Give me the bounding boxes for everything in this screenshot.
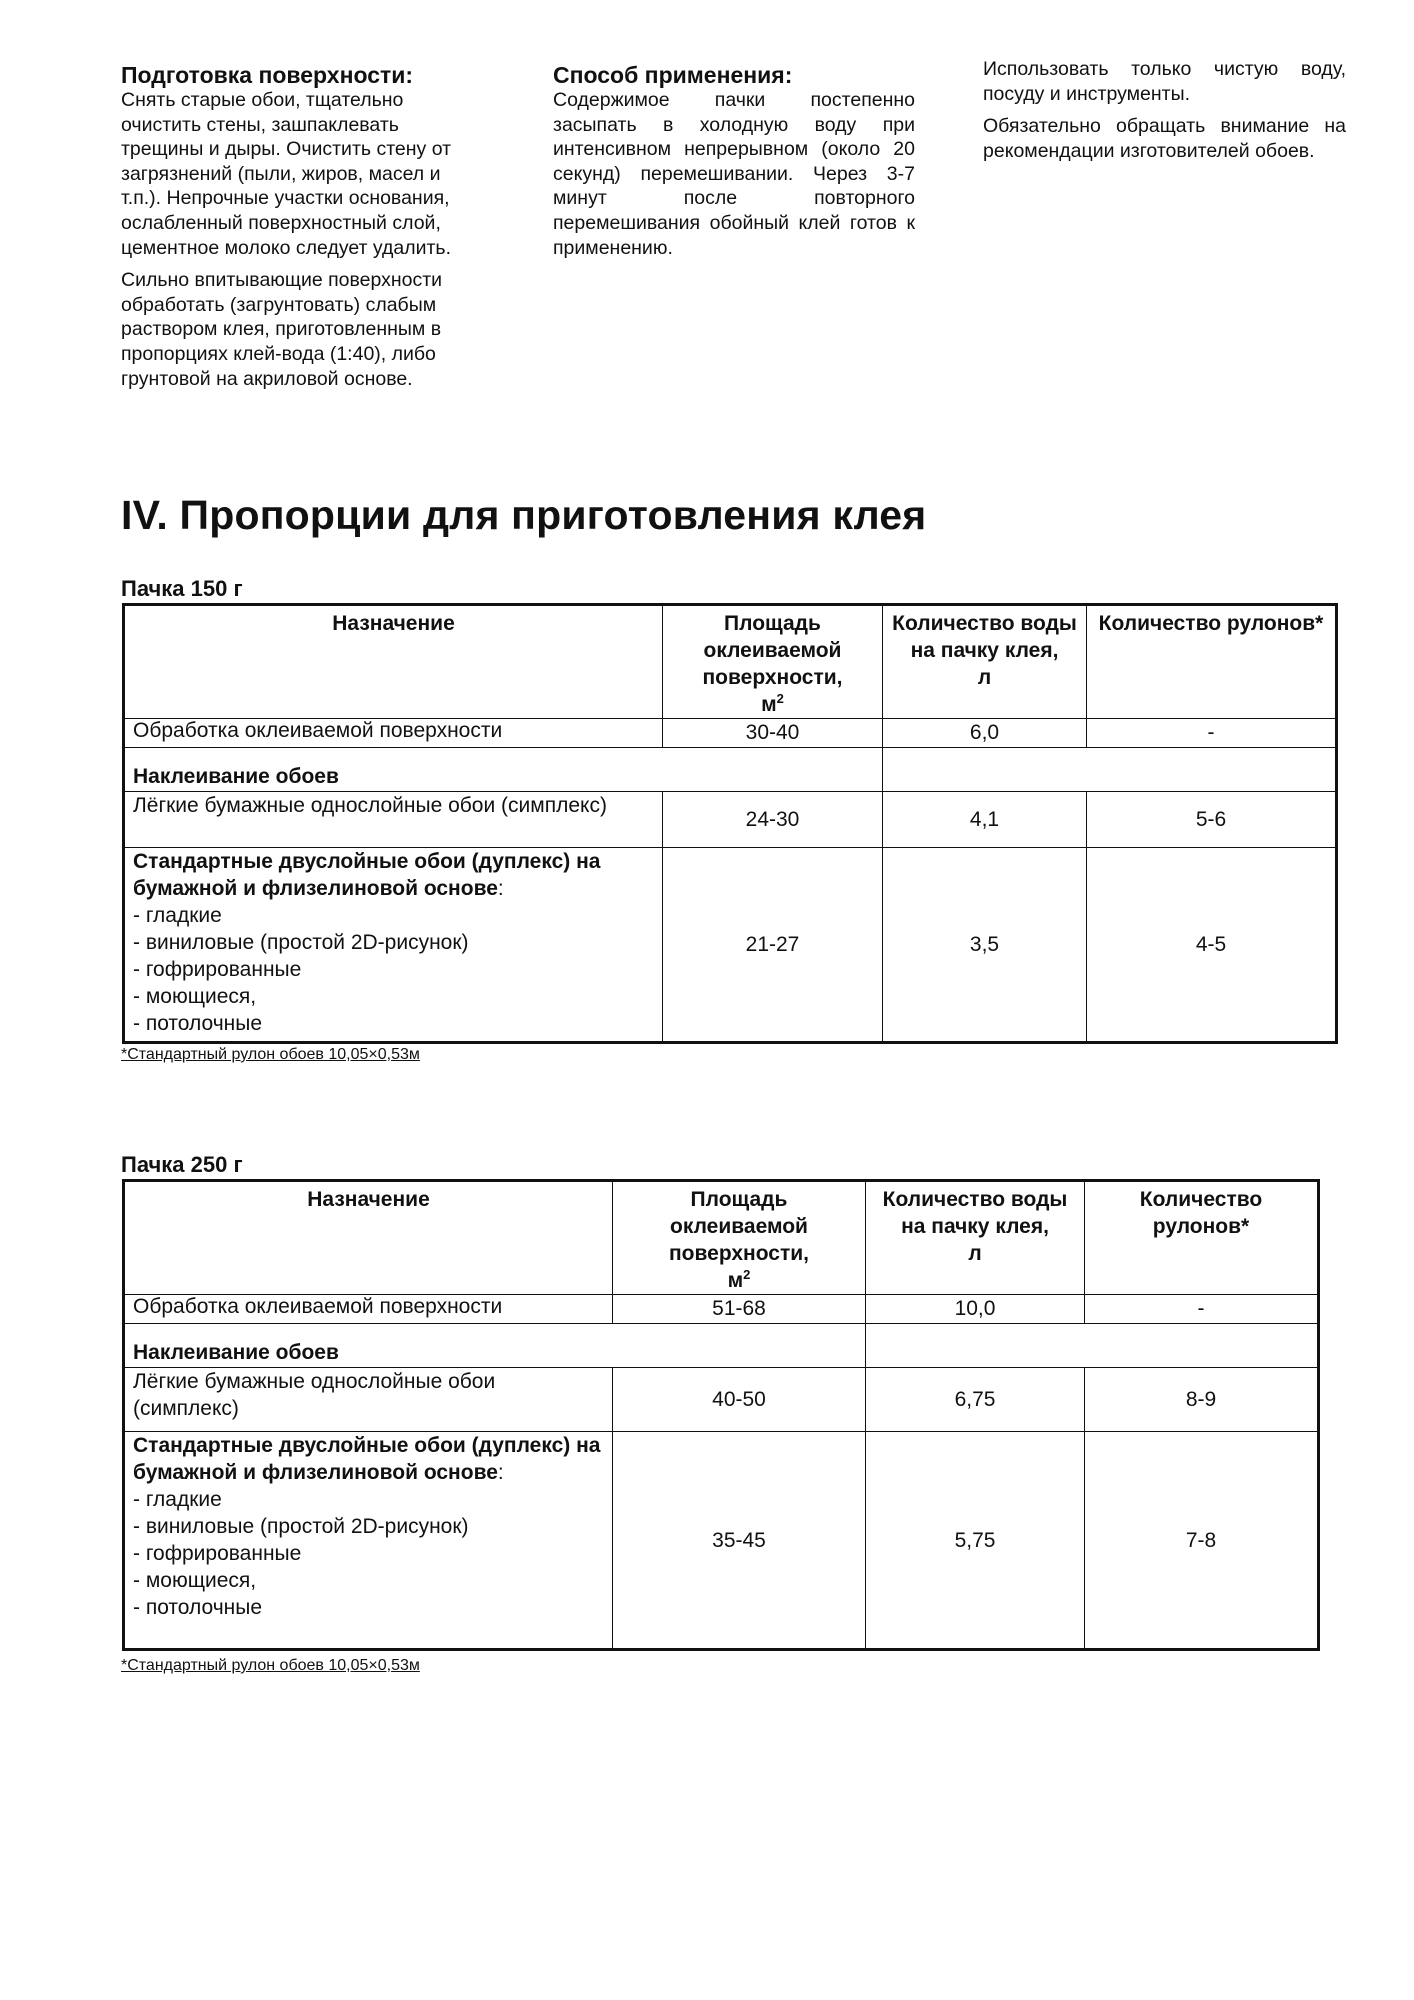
list-item: - виниловые (простой 2D-рисунок) bbox=[133, 931, 469, 954]
header-water-unit: л bbox=[968, 1242, 982, 1265]
list-item: - гладкие bbox=[133, 1488, 222, 1511]
application-method-text: Содержимое пачки постепенно засыпать в холодную воду при интенсивном непрерывном (около 20 секунд) перемешивании. Через 3-7 минут после повторного перемешивания обойный клей готов к применению. bbox=[553, 89, 915, 259]
list-item: - моющиеся, bbox=[133, 1569, 257, 1592]
header-water-unit: л bbox=[977, 666, 992, 689]
light-wallpaper-water: 6,75 bbox=[866, 1368, 1085, 1432]
standard-wallpaper-water: 3,5 bbox=[883, 848, 1087, 1043]
standard-wallpaper-area: 21-27 bbox=[663, 848, 883, 1043]
table-row bbox=[124, 792, 1337, 848]
standard-wallpaper-title: Стандартные двуслойные обои (дуплекс) на бумажной и флизелиновой основе bbox=[133, 1434, 601, 1484]
list-item: - моющиеся, bbox=[133, 985, 257, 1008]
table-group-row bbox=[124, 1324, 1319, 1368]
standard-wallpaper-purpose bbox=[124, 848, 663, 1043]
surface-preparation-heading: Подготовка поверхности: bbox=[121, 62, 414, 88]
treatment-purpose: Обработка оклеиваемой поверхности bbox=[124, 1295, 613, 1324]
usage-notes-section bbox=[983, 57, 1346, 163]
standard-wallpaper-colon: : bbox=[497, 1461, 504, 1484]
manufacturer-note: Обязательно обращать внимание на рекомендации изготовителей обоев. bbox=[983, 115, 1346, 162]
table-group-row bbox=[124, 748, 1337, 792]
table-header-row bbox=[124, 605, 1337, 719]
header-water bbox=[866, 1181, 1085, 1295]
standard-wallpaper-water: 5,75 bbox=[866, 1432, 1085, 1650]
group-empty-cell bbox=[883, 748, 1337, 792]
header-water-label: Количество воды на пачку клея, bbox=[892, 612, 1077, 662]
roll-size-footnote: *Стандартный рулон обоев 10,05×0,53м bbox=[121, 1046, 420, 1063]
light-wallpaper-rolls: 5-6 bbox=[1087, 792, 1337, 848]
wallpapering-group-label: Наклеивание обоев bbox=[124, 1324, 866, 1368]
table-row bbox=[124, 1432, 1319, 1650]
light-wallpaper-water: 4,1 bbox=[883, 792, 1087, 848]
light-wallpaper-purpose: Лёгкие бумажные однослойные обои (симплекс) bbox=[124, 792, 663, 848]
header-area-unit: м bbox=[727, 1269, 744, 1292]
clean-water-note: Использовать только чистую воду, посуду и инструменты. bbox=[983, 58, 1346, 105]
header-rolls: Количество рулонов* bbox=[1085, 1181, 1319, 1295]
header-water bbox=[883, 605, 1087, 719]
header-water-label: Количество воды на пачку клея, bbox=[882, 1188, 1068, 1238]
treatment-purpose: Обработка оклеиваемой поверхности bbox=[124, 719, 663, 748]
list-item: - гофрированные bbox=[133, 1542, 302, 1565]
header-rolls: Количество рулонов* bbox=[1087, 605, 1337, 719]
standard-wallpaper-colon: : bbox=[497, 877, 504, 900]
header-purpose: Назначение bbox=[124, 605, 663, 719]
standard-wallpaper-rolls: 7-8 bbox=[1085, 1432, 1319, 1650]
proportions-table-150 bbox=[122, 603, 1338, 1044]
header-area-exponent: 2 bbox=[776, 691, 784, 706]
header-area bbox=[613, 1181, 866, 1295]
application-method-section bbox=[553, 62, 915, 260]
table-row bbox=[124, 719, 1337, 748]
light-wallpaper-area: 40-50 bbox=[613, 1368, 866, 1432]
header-area-exponent: 2 bbox=[743, 1267, 751, 1282]
table-row bbox=[124, 1295, 1319, 1324]
roll-size-footnote: *Стандартный рулон обоев 10,05×0,53м bbox=[121, 1657, 420, 1674]
pack-250-label: Пачка 250 г bbox=[121, 1152, 243, 1177]
header-purpose: Назначение bbox=[124, 1181, 613, 1295]
header-area-label: Площадь оклеиваемой поверхности, bbox=[702, 612, 843, 689]
wallpapering-group-label: Наклеивание обоев bbox=[124, 748, 883, 792]
treatment-rolls: - bbox=[1087, 719, 1337, 748]
proportions-table-250 bbox=[122, 1179, 1320, 1651]
table-row bbox=[124, 848, 1337, 1043]
light-wallpaper-area: 24-30 bbox=[663, 792, 883, 848]
treatment-area: 30-40 bbox=[663, 719, 883, 748]
standard-wallpaper-area: 35-45 bbox=[613, 1432, 866, 1650]
standard-wallpaper-rolls: 4-5 bbox=[1087, 848, 1337, 1043]
surface-preparation-text: Снять старые обои, тщательно очистить стены, зашпаклевать трещины и дыры. Очистить стену от загрязнений (пыли, жиров, масел и т.п.). Непрочные участки основания, ослабленный поверхностный слой, цементное молоко следует удалить. bbox=[121, 89, 452, 259]
list-item: - гофрированные bbox=[133, 958, 302, 981]
treatment-water: 10,0 bbox=[866, 1295, 1085, 1324]
section-title: IV. Пропорции для приготовления клея bbox=[121, 492, 927, 538]
light-wallpaper-purpose: Лёгкие бумажные однослойные обои (симплекс) bbox=[124, 1368, 613, 1432]
header-area-unit: м bbox=[761, 693, 777, 716]
list-item: - потолочные bbox=[133, 1012, 263, 1035]
table-header-row bbox=[124, 1181, 1319, 1295]
list-item: - гладкие bbox=[133, 904, 222, 927]
light-wallpaper-rolls: 8-9 bbox=[1085, 1368, 1319, 1432]
treatment-area: 51-68 bbox=[613, 1295, 866, 1324]
standard-wallpaper-title: Стандартные двуслойные обои (дуплекс) на бумажной и флизелиновой основе bbox=[133, 850, 601, 900]
surface-priming-text: Сильно впитывающие поверхности обработать (загрунтовать) слабым раствором клея, приготовленным в пропорциях клей-вода (1:40), либо грунтовой на акриловой основе. bbox=[121, 269, 443, 390]
group-empty-cell bbox=[866, 1324, 1319, 1368]
pack-150-label: Пачка 150 г bbox=[121, 576, 243, 601]
surface-preparation-section bbox=[121, 62, 481, 391]
application-method-heading: Способ применения: bbox=[553, 62, 793, 88]
treatment-rolls: - bbox=[1085, 1295, 1319, 1324]
list-item: - потолочные bbox=[133, 1596, 263, 1619]
treatment-water: 6,0 bbox=[883, 719, 1087, 748]
header-area bbox=[663, 605, 883, 719]
list-item: - виниловые (простой 2D-рисунок) bbox=[133, 1515, 469, 1538]
table-row bbox=[124, 1368, 1319, 1432]
header-area-label: Площадь оклеиваемой поверхности, bbox=[669, 1188, 809, 1265]
standard-wallpaper-purpose bbox=[124, 1432, 613, 1650]
